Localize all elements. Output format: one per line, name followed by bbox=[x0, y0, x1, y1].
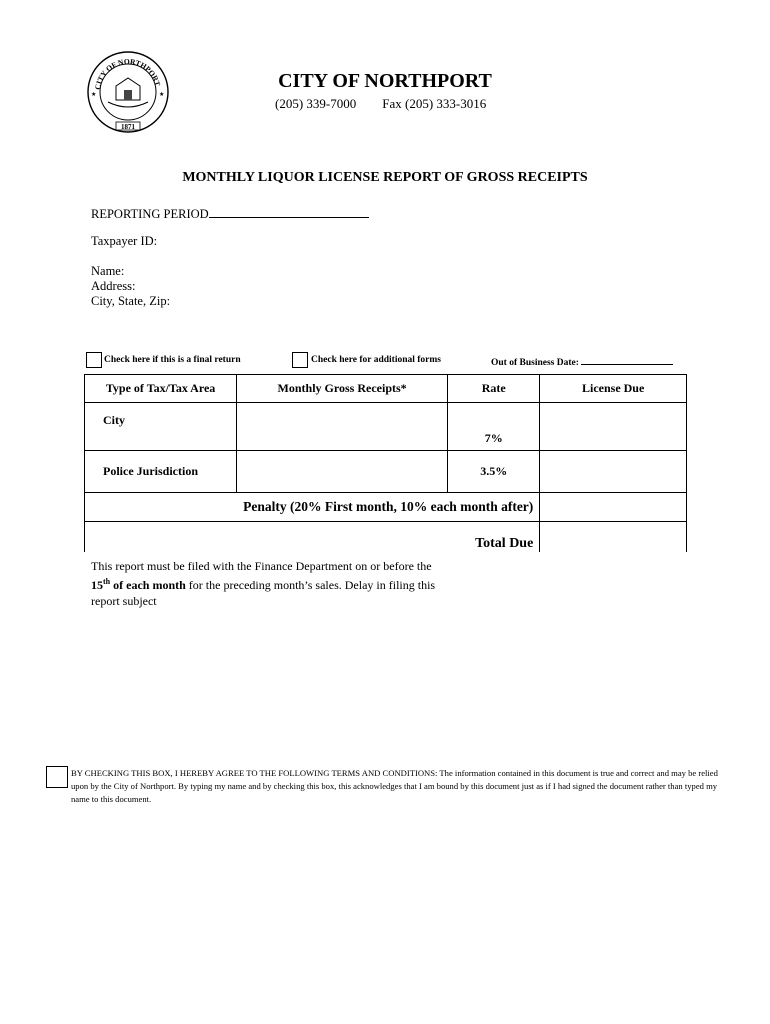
reporting-period-label: REPORTING PERIOD bbox=[91, 207, 209, 221]
total-row bbox=[85, 522, 687, 553]
svg-text:★: ★ bbox=[159, 91, 165, 98]
table-row bbox=[85, 403, 687, 451]
reporting-period-field bbox=[91, 205, 369, 222]
report-title: MONTHLY LIQUOR LICENSE REPORT OF GROSS RECEIPTS bbox=[182, 170, 588, 185]
city-name-heading: CITY OF NORTHPORT bbox=[278, 70, 492, 92]
additional-forms-label: Check here for additional forms bbox=[311, 355, 442, 365]
address-label: Address: bbox=[91, 279, 136, 293]
total-due-label: Total Due bbox=[85, 522, 540, 553]
table-header-row bbox=[85, 375, 687, 403]
final-return-label: Check here if this is a final return bbox=[104, 355, 241, 365]
reporting-period-input[interactable] bbox=[209, 205, 369, 218]
police-license-due-input[interactable] bbox=[540, 451, 687, 493]
additional-forms-checkbox[interactable] bbox=[292, 352, 308, 368]
svg-text:★: ★ bbox=[91, 91, 97, 98]
svg-text:CITY OF NORTHPORT: CITY OF NORTHPORT bbox=[93, 56, 163, 91]
terms-text: BY CHECKING THIS BOX, I HEREBY AGREE TO THE FOLLOWING TERMS AND CONDITIONS: The information contained in this document is true and correct and may be relied upon by the City of Northport. By typing my name and by checking this box, this acknowledges that I am bound by this document just as if I had signed the document rather than typed my name to this document. bbox=[71, 768, 718, 804]
out-of-business-field bbox=[491, 355, 673, 368]
row-area-city: City bbox=[85, 403, 237, 451]
header-gross-receipts: Monthly Gross Receipts* bbox=[237, 375, 448, 403]
taxpayer-id-label: Taxpayer ID: bbox=[91, 234, 158, 248]
header-license-due: License Due bbox=[540, 375, 687, 403]
name-label: Name: bbox=[91, 264, 125, 278]
penalty-amount-input[interactable] bbox=[540, 493, 687, 522]
out-of-business-date-input[interactable] bbox=[581, 355, 673, 365]
total-due-input[interactable] bbox=[540, 522, 687, 553]
header-rate: Rate bbox=[448, 375, 540, 403]
header-tax-area: Type of Tax/Tax Area bbox=[85, 375, 237, 403]
phone-number: (205) 339-7000 bbox=[275, 96, 357, 111]
contact-numbers bbox=[275, 96, 486, 112]
penalty-label: Penalty (20% First month, 10% each month after) bbox=[85, 493, 540, 522]
fax-number: Fax (205) 333-3016 bbox=[382, 96, 487, 111]
final-return-checkbox[interactable] bbox=[86, 352, 102, 368]
filing-notice: This report must be filed with the Finance Department on or before the 15th of each month for the preceding month’s sales. Delay in filing this report subject bbox=[91, 559, 436, 608]
city-state-zip-label: City, State, Zip: bbox=[91, 294, 171, 308]
row-rate-police: 3.5% bbox=[448, 451, 540, 493]
city-gross-receipts-input[interactable] bbox=[237, 403, 448, 451]
city-license-due-input[interactable] bbox=[540, 403, 687, 451]
agree-terms-checkbox[interactable] bbox=[46, 766, 68, 788]
svg-text:1871: 1871 bbox=[121, 123, 135, 131]
table-row bbox=[85, 451, 687, 493]
tax-table bbox=[84, 374, 687, 552]
police-gross-receipts-input[interactable] bbox=[237, 451, 448, 493]
row-area-police: Police Jurisdiction bbox=[85, 451, 237, 493]
penalty-row bbox=[85, 493, 687, 522]
row-rate-city: 7% bbox=[448, 403, 540, 451]
out-of-business-label: Out of Business Date: bbox=[491, 358, 579, 368]
